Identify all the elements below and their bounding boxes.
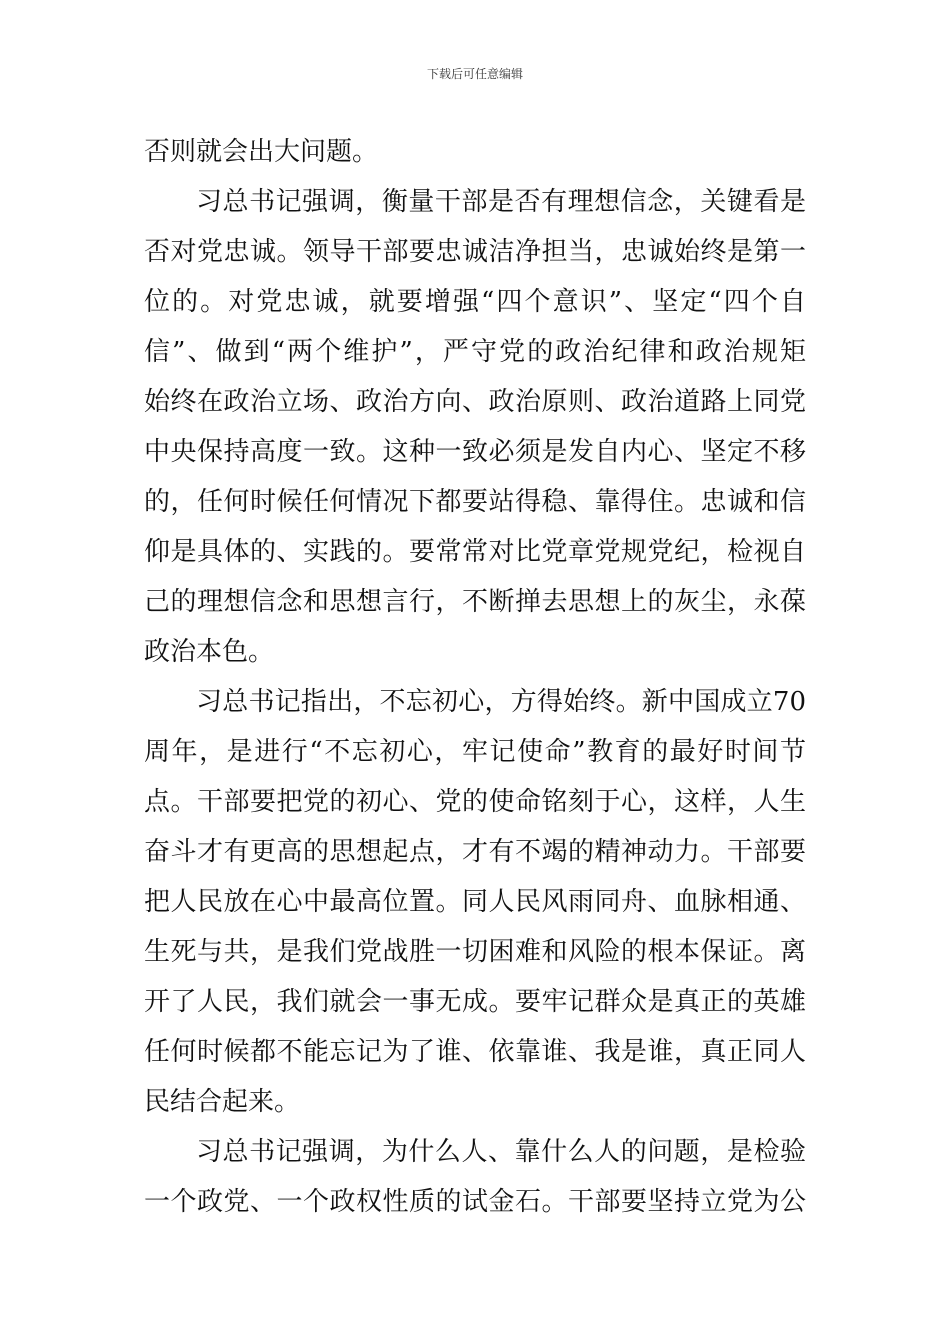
text-line: 的，任何时候任何情况下都要站得稳、靠得住。忠诚和信 <box>144 487 806 517</box>
text-line: 开了人民，我们就会一事无成。要牢记群众是真正的英雄 <box>144 987 806 1017</box>
text-line: 民结合起来。 <box>144 1087 301 1117</box>
text-line: 点。干部要把党的初心、党的使命铭刻于心，这样，人生 <box>144 787 806 817</box>
text-line: 把人民放在心中最高位置。同人民风雨同舟、血脉相通、 <box>144 887 806 917</box>
text-line: 否对党忠诚。领导干部要忠诚洁净担当，忠诚始终是第一 <box>144 237 806 267</box>
text-line: 奋斗才有更高的思想起点，才有不竭的精神动力。干部要 <box>144 837 806 867</box>
text-line: 习总书记强调，衡量干部是否有理想信念，关键看是 <box>196 187 806 217</box>
text-line: 位的。对党忠诚，就要增强“四个意识”、坚定“四个自 <box>144 287 806 317</box>
text-line: 己的理想信念和思想言行，不断掸去思想上的灰尘，永葆 <box>144 587 806 617</box>
document-body <box>144 127 806 1227</box>
text-line: 仰是具体的、实践的。要常常对比党章党规党纪，检视自 <box>144 537 806 567</box>
text-line: 政治本色。 <box>144 637 275 667</box>
text-line: 习总书记强调，为什么人、靠什么人的问题，是检验 <box>196 1137 806 1167</box>
text-line: 始终在政治立场、政治方向、政治原则、政治道路上同党 <box>144 387 806 417</box>
text-line: 习总书记指出，不忘初心，方得始终。新中国成立70 <box>196 687 806 717</box>
text-line: 信”、做到“两个维护”，严守党的政治纪律和政治规矩 <box>144 337 806 367</box>
text-line: 任何时候都不能忘记为了谁、依靠谁、我是谁，真正同人 <box>144 1037 806 1067</box>
text-line: 否则就会出大问题。 <box>144 137 379 167</box>
page-header: 下载后可任意编辑 <box>426 67 523 81</box>
text-line: 生死与共，是我们党战胜一切困难和风险的根本保证。离 <box>144 937 806 967</box>
text-line: 周年，是进行“不忘初心，牢记使命”教育的最好时间节 <box>144 737 806 767</box>
text-line: 一个政党、一个政权性质的试金石。干部要坚持立党为公 <box>144 1187 806 1217</box>
text-line: 中央保持高度一致。这种一致必须是发自内心、坚定不移 <box>144 437 806 467</box>
